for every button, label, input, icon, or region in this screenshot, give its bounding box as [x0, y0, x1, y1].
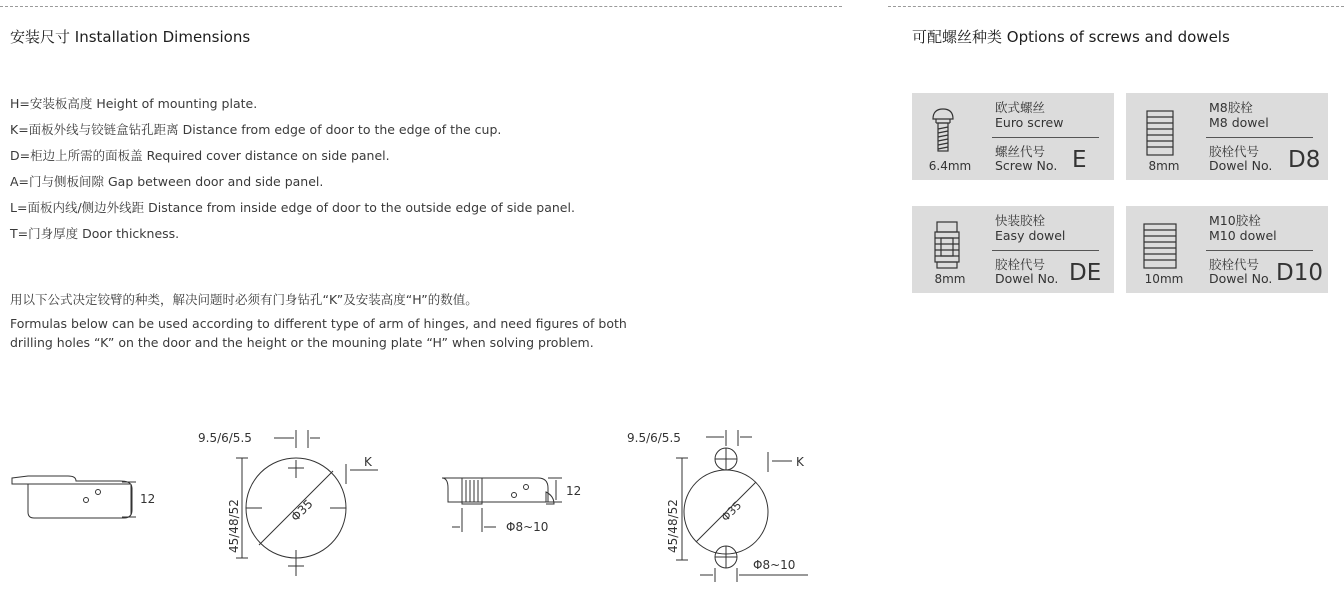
installation-dimensions-title: 安装尺寸 Installation Dimensions — [10, 28, 251, 46]
screws-dowels-title: 可配螺丝种类 Options of screws and dowels — [912, 28, 1230, 46]
option-card-m10-dowel — [1126, 206, 1328, 293]
option-code: D8 — [1288, 147, 1321, 173]
option-name: M8胶栓 M8 dowel — [1209, 100, 1269, 130]
cup-drawing-1 — [198, 430, 378, 576]
euro-screw-icon — [912, 93, 988, 159]
size-label: 10mm — [1144, 272, 1184, 286]
code-label: 胶栓代号 Dowel No. — [1209, 144, 1273, 173]
divider — [992, 250, 1099, 251]
definition-k: K=面板外线与铰链盒钻孔距离 Distance from edge of door to the edge of the cup. — [10, 122, 502, 137]
cup1-offset-label: 9.5/6/5.5 — [198, 431, 252, 445]
option-card-easy-dowel — [912, 206, 1114, 293]
m10-dowel-icon — [1126, 206, 1202, 272]
cup2-offset-label: 9.5/6/5.5 — [627, 431, 681, 445]
size-label: 8mm — [1148, 159, 1180, 173]
plate1-height-label: 12 — [140, 492, 156, 506]
cup2-k-label: K — [796, 455, 804, 469]
formula-note-en-1: Formulas below can be used according to different type of arm of hinges, and need figures of both — [10, 316, 627, 331]
hinge-dimension-drawings — [0, 413, 860, 613]
code-label: 胶栓代号 Dowel No. — [1209, 257, 1273, 286]
option-code: E — [1072, 147, 1087, 173]
top-divider-right — [888, 6, 1344, 7]
divider — [992, 137, 1099, 138]
cup2-diameter-label: Φ35 — [718, 498, 745, 525]
divider — [1206, 137, 1313, 138]
cup1-height-label: 45/48/52 — [227, 499, 241, 553]
mounting-plate-drawing-1 — [12, 476, 155, 518]
option-card-euro-screw — [912, 93, 1114, 180]
size-label: 6.4mm — [928, 159, 972, 173]
top-divider-left — [0, 6, 842, 7]
size-label: 8mm — [934, 272, 966, 286]
plate2-height-label: 12 — [566, 484, 582, 498]
option-name: M10胶栓 M10 dowel — [1209, 213, 1277, 243]
code-label: 螺丝代号 Screw No. — [995, 144, 1058, 173]
definition-h: H=安装板高度 Height of mounting plate. — [10, 96, 258, 111]
code-label: 胶栓代号 Dowel No. — [995, 257, 1059, 286]
cup2-dowel-label: Φ8~10 — [753, 558, 796, 572]
divider — [1206, 250, 1313, 251]
plate2-dowel-label: Φ8~10 — [506, 520, 549, 534]
option-name: 欧式螺丝 Euro screw — [995, 100, 1064, 130]
cup-drawing-2 — [627, 430, 808, 582]
mounting-plate-drawing-2 — [442, 478, 581, 534]
cup2-height-label: 45/48/52 — [666, 499, 680, 553]
option-code: D10 — [1276, 260, 1323, 286]
option-code: DE — [1069, 260, 1102, 286]
option-name: 快装胶栓 Easy dowel — [995, 213, 1066, 243]
formula-note-cn: 用以下公式决定铰臂的种类，解决问题时必须有门身钻孔“K”及安装高度“H”的数值。 — [10, 292, 478, 307]
m8-dowel-icon — [1126, 93, 1202, 159]
easy-dowel-icon — [912, 206, 988, 272]
definition-l: L=面板内线/侧边外线距 Distance from inside edge of door to the outside edge of side panel. — [10, 200, 575, 215]
cup1-k-label: K — [364, 455, 372, 469]
formula-note-en-2: drilling holes “K” on the door and the height or the mouning plate “H” when solving problem. — [10, 335, 594, 350]
definition-t: T=门身厚度 Door thickness. — [10, 226, 180, 241]
option-card-m8-dowel — [1126, 93, 1328, 180]
cup1-diameter-label: Φ35 — [288, 496, 316, 525]
definition-a: A=门与侧板间隙 Gap between door and side panel. — [10, 174, 324, 189]
definition-d: D=柜边上所需的面板盖 Required cover distance on side panel. — [10, 148, 390, 163]
